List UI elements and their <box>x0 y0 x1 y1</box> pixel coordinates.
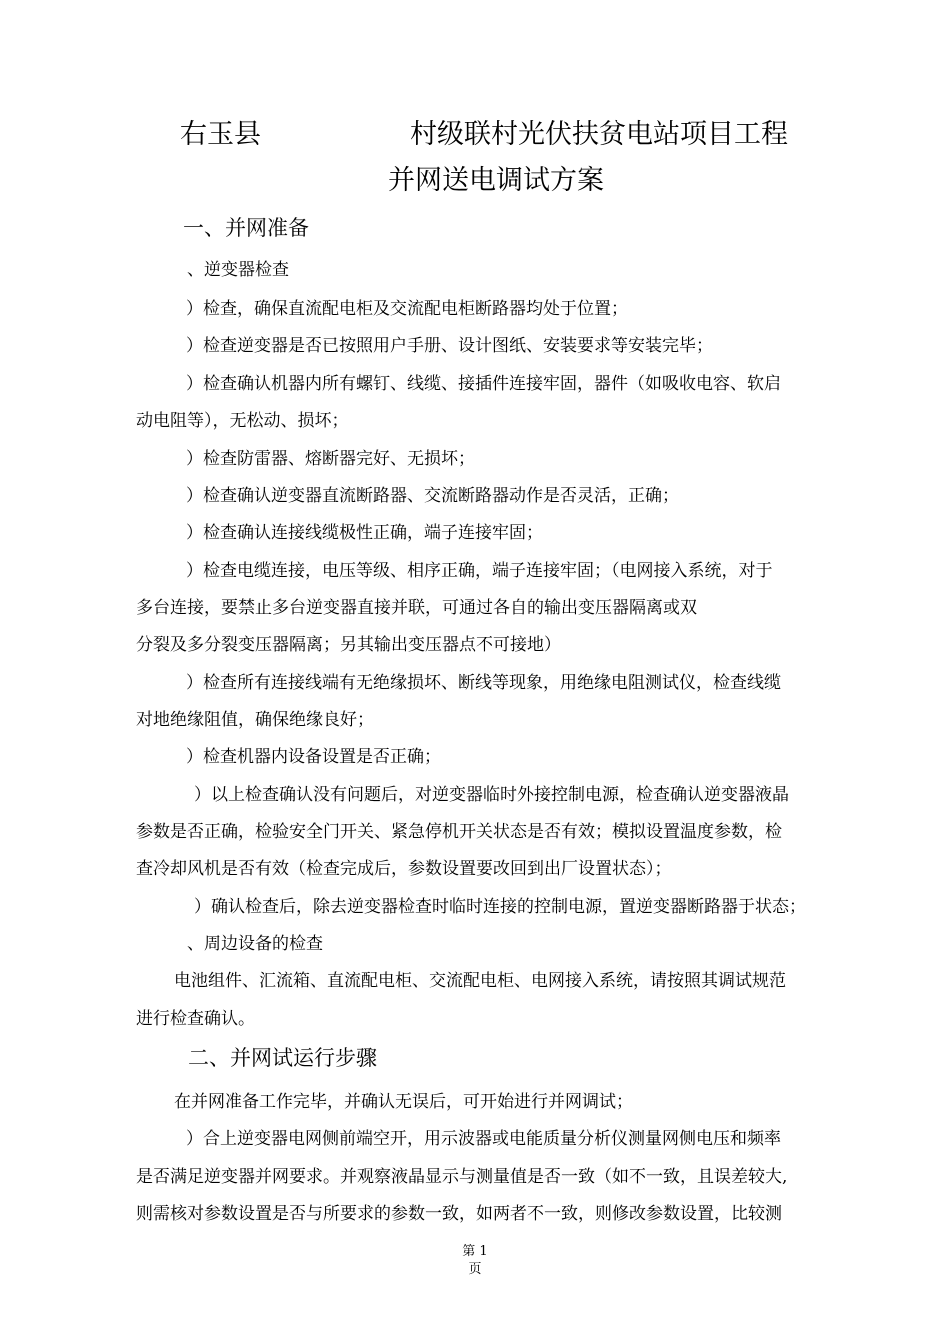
title-scheme: 并网送电调试方案 <box>388 165 604 196</box>
paragraph-line: 查冷却风机是否有效（检查完成后，参数设置要改回到出厂设置状态）； <box>136 859 672 879</box>
paragraph-line: ）检查防雷器、熔断器完好、无损坏； <box>186 449 475 469</box>
paragraph-line: 对地绝缘阻值，确保绝缘良好； <box>136 710 374 730</box>
title-county: 右玉县 <box>180 119 261 150</box>
paragraph-line: ）确认检查后，除去逆变器检查时临时连接的控制电源，置逆变器断路器于状态； <box>194 897 806 917</box>
section1-sub1: 、逆变器检查 <box>187 260 289 280</box>
section2-heading: 二、并网试运行步骤 <box>188 1046 377 1070</box>
paragraph-line: 动电阻等），无松动、损坏； <box>136 411 349 431</box>
paragraph-line: 电池组件、汇流箱、直流配电柜、交流配电柜、电网接入系统，请按照其调试规范 <box>174 971 786 991</box>
section1-sub2: 、周边设备的检查 <box>187 934 323 954</box>
page-number: 第 1 <box>462 1244 488 1259</box>
paragraph-line: 进行检查确认。 <box>136 1009 255 1029</box>
paragraph-line: ）检查逆变器是否已按照用户手册、设计图纸、安装要求等安装完毕； <box>186 336 713 356</box>
section1-heading: 一、并网准备 <box>183 216 309 240</box>
paragraph-line: ）合上逆变器电网侧前端空开，用示波器或电能质量分析仪测量网侧电压和频率 <box>186 1129 781 1149</box>
paragraph-line: ）检查电缆连接，电压等级、相序正确，端子连接牢固；（电网接入系统，对于 <box>186 561 773 581</box>
paragraph-line: ）检查确认连接线缆极性正确，端子连接牢固； <box>186 523 543 543</box>
paragraph-line: ）检查确认机器内所有螺钉、线缆、接插件连接牢固，器件（如吸收电容、软启 <box>186 374 781 394</box>
paragraph-line: ）以上检查确认没有问题后，对逆变器临时外接控制电源，检查确认逆变器液晶 <box>194 785 789 805</box>
paragraph-line: 则需核对参数设置是否与所要求的参数一致，如两者不一致，则修改参数设置，比较测 <box>136 1204 782 1224</box>
paragraph-line: ）检查所有连接线端有无绝缘损坏、断线等现象，用绝缘电阻测试仪，检查线缆 <box>186 673 781 693</box>
title-project: 村级联村光伏扶贫电站项目工程 <box>410 119 788 150</box>
paragraph-line: 分裂及多分裂变压器隔离；另其输出变压器点不可接地） <box>136 635 561 655</box>
paragraph-line: 是否满足逆变器并网要求。并观察液晶显示与测量值是否一致（如不一致，且误差较大, <box>136 1167 788 1187</box>
page-number-suffix: 页 <box>468 1262 482 1277</box>
paragraph-line: 在并网准备工作完毕，并确认无误后，可开始进行并网调试； <box>174 1092 633 1112</box>
paragraph-line: 多台连接，要禁止多台逆变器直接并联，可通过各自的输出变压器隔离或双 <box>136 598 697 618</box>
paragraph-line: 参数是否正确，检验安全门开关、紧急停机开关状态是否有效；模拟设置温度参数，检 <box>136 822 782 842</box>
paragraph-line: ）检查确认逆变器直流断路器、交流断路器动作是否灵活，正确； <box>186 486 679 506</box>
paragraph-line: ）检查，确保直流配电柜及交流配电柜断路器均处于位置； <box>186 299 628 319</box>
paragraph-line: ）检查机器内设备设置是否正确； <box>186 747 441 767</box>
